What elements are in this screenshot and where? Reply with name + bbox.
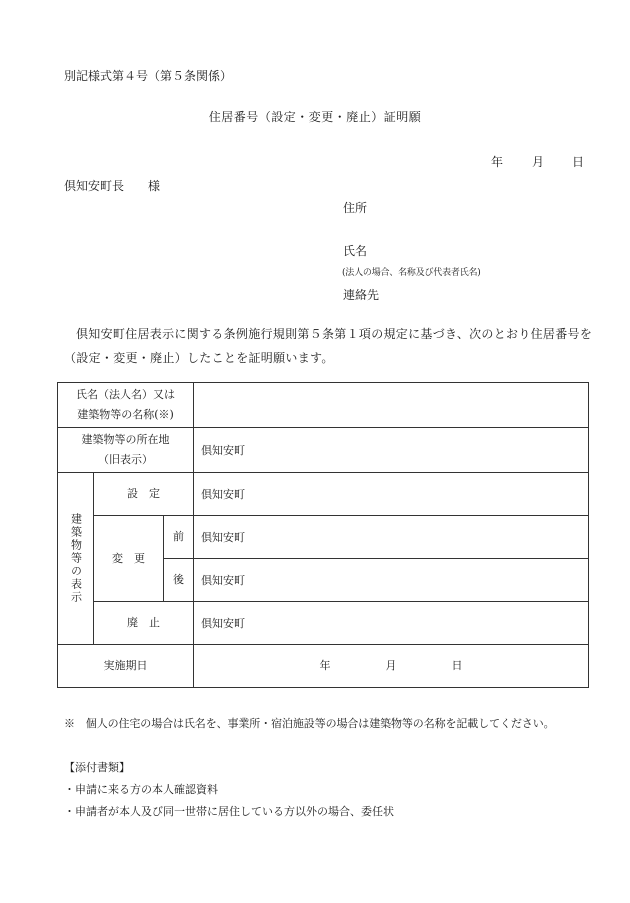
name-label: 氏名 [343, 244, 368, 258]
document-title: 住居番号（設定・変更・廃止）証明願 [208, 110, 422, 124]
attachments-heading: 【添付書類】 [64, 761, 130, 774]
display-group-label: 建築物等の表示 [69, 513, 83, 604]
footnote: ※ 個人の住宅の場合は氏名を、事業所・宿泊施設等の場合は建築物等の名称を記載してください。 [64, 717, 555, 730]
table-row-name [58, 383, 589, 428]
after-label: 後 [164, 559, 194, 602]
table-row-location [58, 428, 589, 473]
address-label: 住所 [343, 201, 368, 215]
attachment-item: ・申請者が本人及び同一世帯に居住している方以外の場合、委任状 [64, 805, 394, 818]
attachment-item: ・申請に来る方の本人確認資料 [64, 783, 218, 796]
location-value-field[interactable]: 倶知安町 [194, 428, 589, 473]
name-note: (法人の場合、名称及び代表者氏名) [342, 268, 481, 278]
contact-label: 連絡先 [343, 288, 380, 302]
date-label: 実施期日 [58, 645, 194, 688]
abolish-label: 廃 止 [94, 602, 194, 645]
table-date-day: 日 [451, 659, 463, 672]
request-paragraph: 倶知安町住居表示に関する条例施行規則第５条第１項の規定に基づき、次のとおり住居番号を（設定・変更・廃止）したことを証明願います。 [64, 327, 593, 365]
before-value-field[interactable]: 倶知安町 [194, 516, 589, 559]
form-number: 別記様式第４号（第５条関係） [64, 69, 233, 83]
addressee: 倶知安町長 様 [64, 179, 161, 193]
name-header-cell [58, 383, 194, 428]
name-header-line2: 建築物等の名称(※) [77, 408, 174, 421]
table-row-change-before [58, 516, 589, 559]
setting-value-field[interactable]: 倶知安町 [194, 473, 589, 516]
table-date-year: 年 [319, 659, 331, 672]
change-label: 変 更 [94, 516, 164, 602]
table-row-date [58, 645, 589, 688]
abolish-value-field[interactable]: 倶知安町 [194, 602, 589, 645]
setting-label: 設 定 [94, 473, 194, 516]
location-header-line2: （旧表示） [98, 453, 153, 466]
display-group-cell [58, 473, 94, 645]
table-row-setting [58, 473, 589, 516]
date-year-label: 年 [491, 155, 504, 169]
location-header-line1: 建築物等の所在地 [81, 433, 170, 446]
date-day-label: 日 [572, 155, 585, 169]
date-month-label: 月 [532, 155, 545, 169]
before-label: 前 [164, 516, 194, 559]
name-header-line1: 氏名（法人名）又は [76, 388, 175, 401]
table-row-abolish [58, 602, 589, 645]
certificate-table [57, 382, 589, 688]
location-header-cell [58, 428, 194, 473]
table-date-month: 月 [385, 659, 397, 672]
after-value-field[interactable]: 倶知安町 [194, 559, 589, 602]
name-value-field[interactable] [194, 383, 589, 428]
date-value-field[interactable] [194, 645, 589, 688]
